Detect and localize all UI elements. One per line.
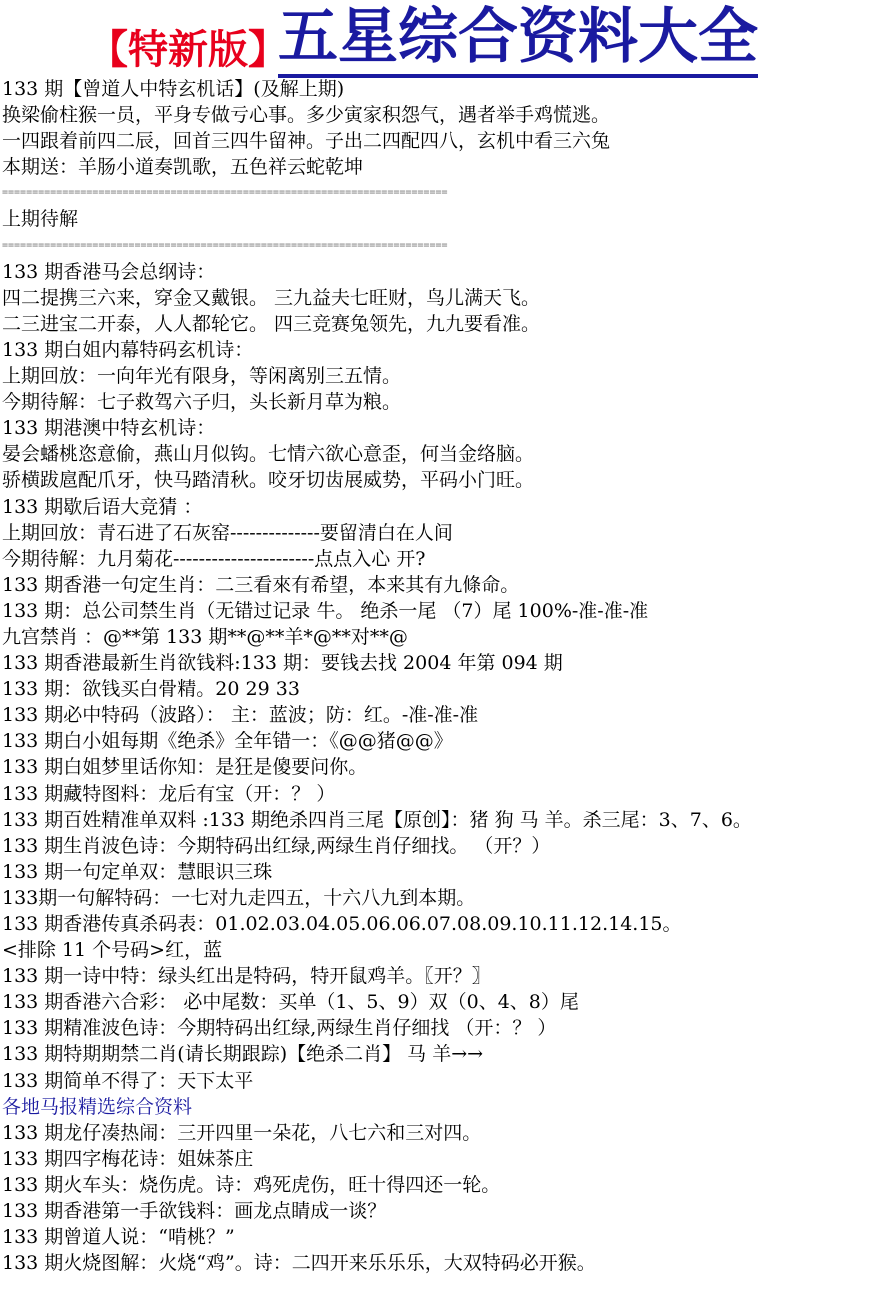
text-line: 133 期香港一句定生肖：二三看來有希望，本来其有九條命。 [2, 573, 520, 596]
page-title: 五星综合资料大全 [278, 0, 758, 78]
text-line: 133 期香港第一手欲钱料：画龙点睛成一谈？ [2, 1200, 387, 1223]
text-line: 133 期香港六合彩： 必中尾数：买单（1、5、9）双（0、4、8）尾 [2, 991, 579, 1014]
text-line: 133 期一诗中特：绿头红出是特码，特开鼠鸡羊。〖开？〗 [2, 965, 491, 988]
text-line: 133 期香港最新生肖欲钱料:133 期：要钱去找 2004 年第 094 期 [2, 652, 563, 675]
text-line: 四二提携三六来，穿金又戴银。 三九益夫七旺财，鸟儿满天飞。 [2, 286, 541, 309]
text-line: 133 期白姐梦里话你知：是狂是傻要问你。 [2, 756, 368, 779]
text-line: 上期回放：一向年光有限身，等闲离别三五情。 [2, 365, 402, 388]
text-line: 骄横跋扈配爪牙，快马踏清秋。咬牙切齿展威势，平码小门旺。 [2, 469, 535, 492]
text-line: 133 期特期期禁二肖(请长期跟踪)【绝杀二肖】 马 羊→→ [2, 1043, 484, 1066]
text-line: 133 期香港传真杀码表：01.02.03.04.05.06.06.07.08.09.10.11.12.14.15。 [2, 913, 682, 935]
text-line: 133 期曾道人说：“啃桃？” [2, 1226, 235, 1249]
text-line: 133 期火烧图解：火烧“鸡”。诗：二四开来乐乐乐，大双特码必开猴。 [2, 1252, 596, 1275]
separator-line: ========================================================================== [2, 187, 448, 199]
text-line: 133 期白小姐每期《绝杀》全年错一：《@@猪@@》 [2, 730, 453, 753]
text-line: 133 期龙仔凑热闹：三开四里一朵花，八七六和三对四。 [2, 1121, 482, 1144]
document-body [0, 76, 870, 1276]
text-line: 133 期港澳中特玄机诗： [2, 417, 216, 440]
section-heading: 各地马报精选综合资料 [2, 1095, 193, 1118]
text-line: 133 期火车头：烧伤虎。诗：鸡死虎伤，旺十得四还一轮。 [2, 1173, 501, 1196]
text-line: 九宫禁肖 ：@**第 133 期**@**羊*@**对**@ [2, 625, 408, 648]
text-line: <排除 11 个号码>红，蓝 [2, 939, 223, 962]
text-line: 133 期精准波色诗：今期特码出红绿,两绿生肖仔细找 （开：？ ） [2, 1017, 557, 1040]
text-line: 133 期白姐内幕特码玄机诗： [2, 338, 254, 361]
section-heading: 133 期【曾道人中特玄机话】(及解上期) [2, 78, 345, 100]
text-line: 133 期四字梅花诗：姐妹茶庄 [2, 1147, 254, 1170]
text-line: 本期送：羊肠小道奏凯歌，五色祥云蛇乾坤 [2, 156, 364, 179]
text-line: 133 期歇后语大竞猜 ： [2, 495, 203, 518]
page-header [0, 0, 870, 76]
text-line: 今期待解：九月菊花----------------------点点入心 开? [2, 547, 426, 570]
separator-line: ========================================================================== [2, 239, 448, 251]
text-line: 133 期一句定单双：慧眼识三珠 [2, 860, 273, 883]
text-line: 133 期：欲钱买白骨精。20 29 33 [2, 678, 300, 701]
text-line: 二三进宝二开泰，人人都轮它。 四三竞赛兔领先，九九要看准。 [2, 312, 541, 335]
text-line: 133 期生肖波色诗：今期特码出红绿,两绿生肖仔细找。 （开？） [2, 834, 551, 857]
text-line: 133 期香港马会总纲诗： [2, 260, 216, 283]
text-line: 今期待解：七子救驾六子归，头长新月草为粮。 [2, 391, 402, 414]
text-line: 133期一句解特码：一七对九走四五，十六八九到本期。 [2, 886, 476, 909]
text-line: 换梁偷柱猴一员，平身专做亏心事。多少寅家积怨气，遇者举手鸡慌逃。 [2, 104, 611, 127]
text-line: 上期回放：青石进了石灰窑--------------要留清白在人间 [2, 521, 453, 544]
text-line: 133 期：总公司禁生肖（无错过记录 牛。 绝杀一尾 （7）尾 100%-准-准-准 [2, 599, 649, 622]
text-line: 133 期简单不得了：天下太平 [2, 1069, 254, 1092]
text-line: 133 期必中特码（波路）： 主：蓝波；防：红。-准-准-准 [2, 704, 479, 727]
text-line: 133 期百姓精准单双料 :133 期绝杀四肖三尾【原创】：猪 狗 马 羊。杀三尾：3、7、6。 [2, 808, 752, 831]
text-line: 133 期藏特图料：龙后有宝（开：？ ） [2, 782, 336, 805]
edition-badge: 【特新版】 [88, 27, 288, 73]
text-line: 晏会蟠桃恣意偷，燕山月似钩。七情六欲心意歪，何当金络脑。 [2, 443, 535, 466]
section-heading: 上期待解 [2, 208, 79, 231]
text-line: 一四跟着前四二辰，回首三四牛留神。子出二四配四八，玄机中看三六兔 [2, 130, 611, 153]
